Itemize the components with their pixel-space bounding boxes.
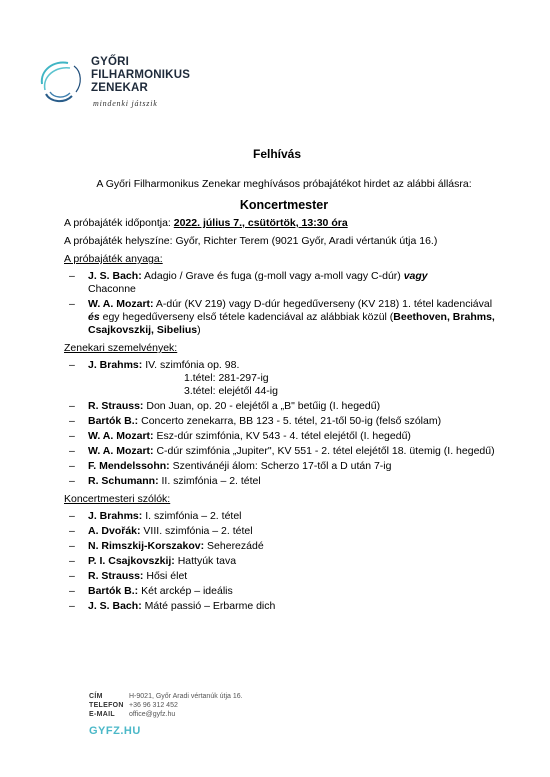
- page-title: Felhívás: [252, 147, 302, 161]
- logo-tagline: mindenki játszik: [93, 99, 158, 108]
- list-item: – P. I. Csajkovszkij: Hattyúk tava: [64, 555, 504, 568]
- orchestral-heading: Zenekari szemelvények:: [64, 342, 178, 354]
- solos-heading: Koncertmesteri szólók:: [64, 493, 171, 505]
- list-item: – Bartók B.: Concerto zenekarra, BB 123 - 5. tétel, 21-től 50-ig (felső szólam): [64, 415, 504, 428]
- document-body: [64, 148, 504, 615]
- list-item: – F. Mendelssohn: Szentivánéji álom: Scherzo 17-től a D után 7-ig: [64, 460, 504, 473]
- list-item: – W. A. Mozart: C-dúr szimfónia „Jupiter", KV 551 - 2. tétel elejétől 18. ütemig (I. hegedű): [64, 445, 504, 458]
- audition-venue: A próbajáték helyszíne: Győr, Richter Terem (9021 Győr, Aradi vértanúk útja 16.): [64, 235, 438, 247]
- list-item: – R. Strauss: Don Juan, op. 20 - elejétől a „B" betűig (I. hegedű): [64, 400, 504, 413]
- list-item: – R. Strauss: Hősi élet: [64, 570, 504, 583]
- footer-address: CÍM H-9021, Győr Aradi vértanúk útja 16.: [89, 693, 243, 700]
- footer: [89, 692, 243, 736]
- list-item: – J. Brahms: I. szimfónia – 2. tétel: [64, 510, 504, 523]
- intro-text: A Győri Filharmonikus Zenekar meghívásos próbajátékot hirdet az alábbi állásra:: [96, 178, 472, 190]
- solos-list: [64, 510, 504, 613]
- list-item: – W. A. Mozart: Esz-dúr szimfónia, KV 543 - 4. tétel elejétől (I. hegedű): [64, 430, 504, 443]
- website-link[interactable]: GYFZ.HU: [89, 725, 141, 737]
- list-item: – Bartók B.: Két arckép – ideális: [64, 585, 504, 598]
- list-item: – R. Schumann: II. szimfónia – 2. tétel: [64, 475, 504, 488]
- material-heading: A próbajáték anyaga:: [64, 253, 163, 265]
- list-item: – J. Brahms: IV. szimfónia op. 98. 1.tétel: 281-297-ig 3.tétel: elejétől 44-ig: [64, 359, 504, 398]
- footer-email[interactable]: E-MAIL office@gyfz.hu: [89, 711, 176, 718]
- logo: [36, 52, 191, 116]
- list-item: – W. A. Mozart: A-dúr (KV 219) vagy D-dúr hegedűverseny (KV 218) 1. tétel kadenciával és egy hegedűverseny első tétele kadenciával az alábbiak közül (Beethoven, Brahms, Csajkovszkij, Sibelius): [64, 298, 504, 337]
- audition-date: A próbajáték időpontja: 2022. július 7., csütörtök, 13:30 óra: [64, 217, 348, 229]
- list-item: – J. S. Bach: Máté passió – Erbarme dich: [64, 600, 504, 613]
- position-title: Koncertmester: [239, 198, 329, 212]
- material-list: [64, 270, 504, 337]
- logo-swirl-icon: [36, 54, 88, 106]
- orchestral-list: [64, 359, 504, 488]
- footer-phone: TELEFON +36 96 312 452: [89, 702, 178, 709]
- list-item: – A. Dvořák: VIII. szimfónia – 2. tétel: [64, 525, 504, 538]
- list-item: – J. S. Bach: Adagio / Grave és fuga (g-moll vagy a-moll vagy C-dúr) vagy Chaconne: [64, 270, 504, 296]
- logo-text: GYŐRI FILHARMONIKUS ZENEKAR: [91, 56, 191, 94]
- list-item: – N. Rimszkij-Korszakov: Seherezádé: [64, 540, 504, 553]
